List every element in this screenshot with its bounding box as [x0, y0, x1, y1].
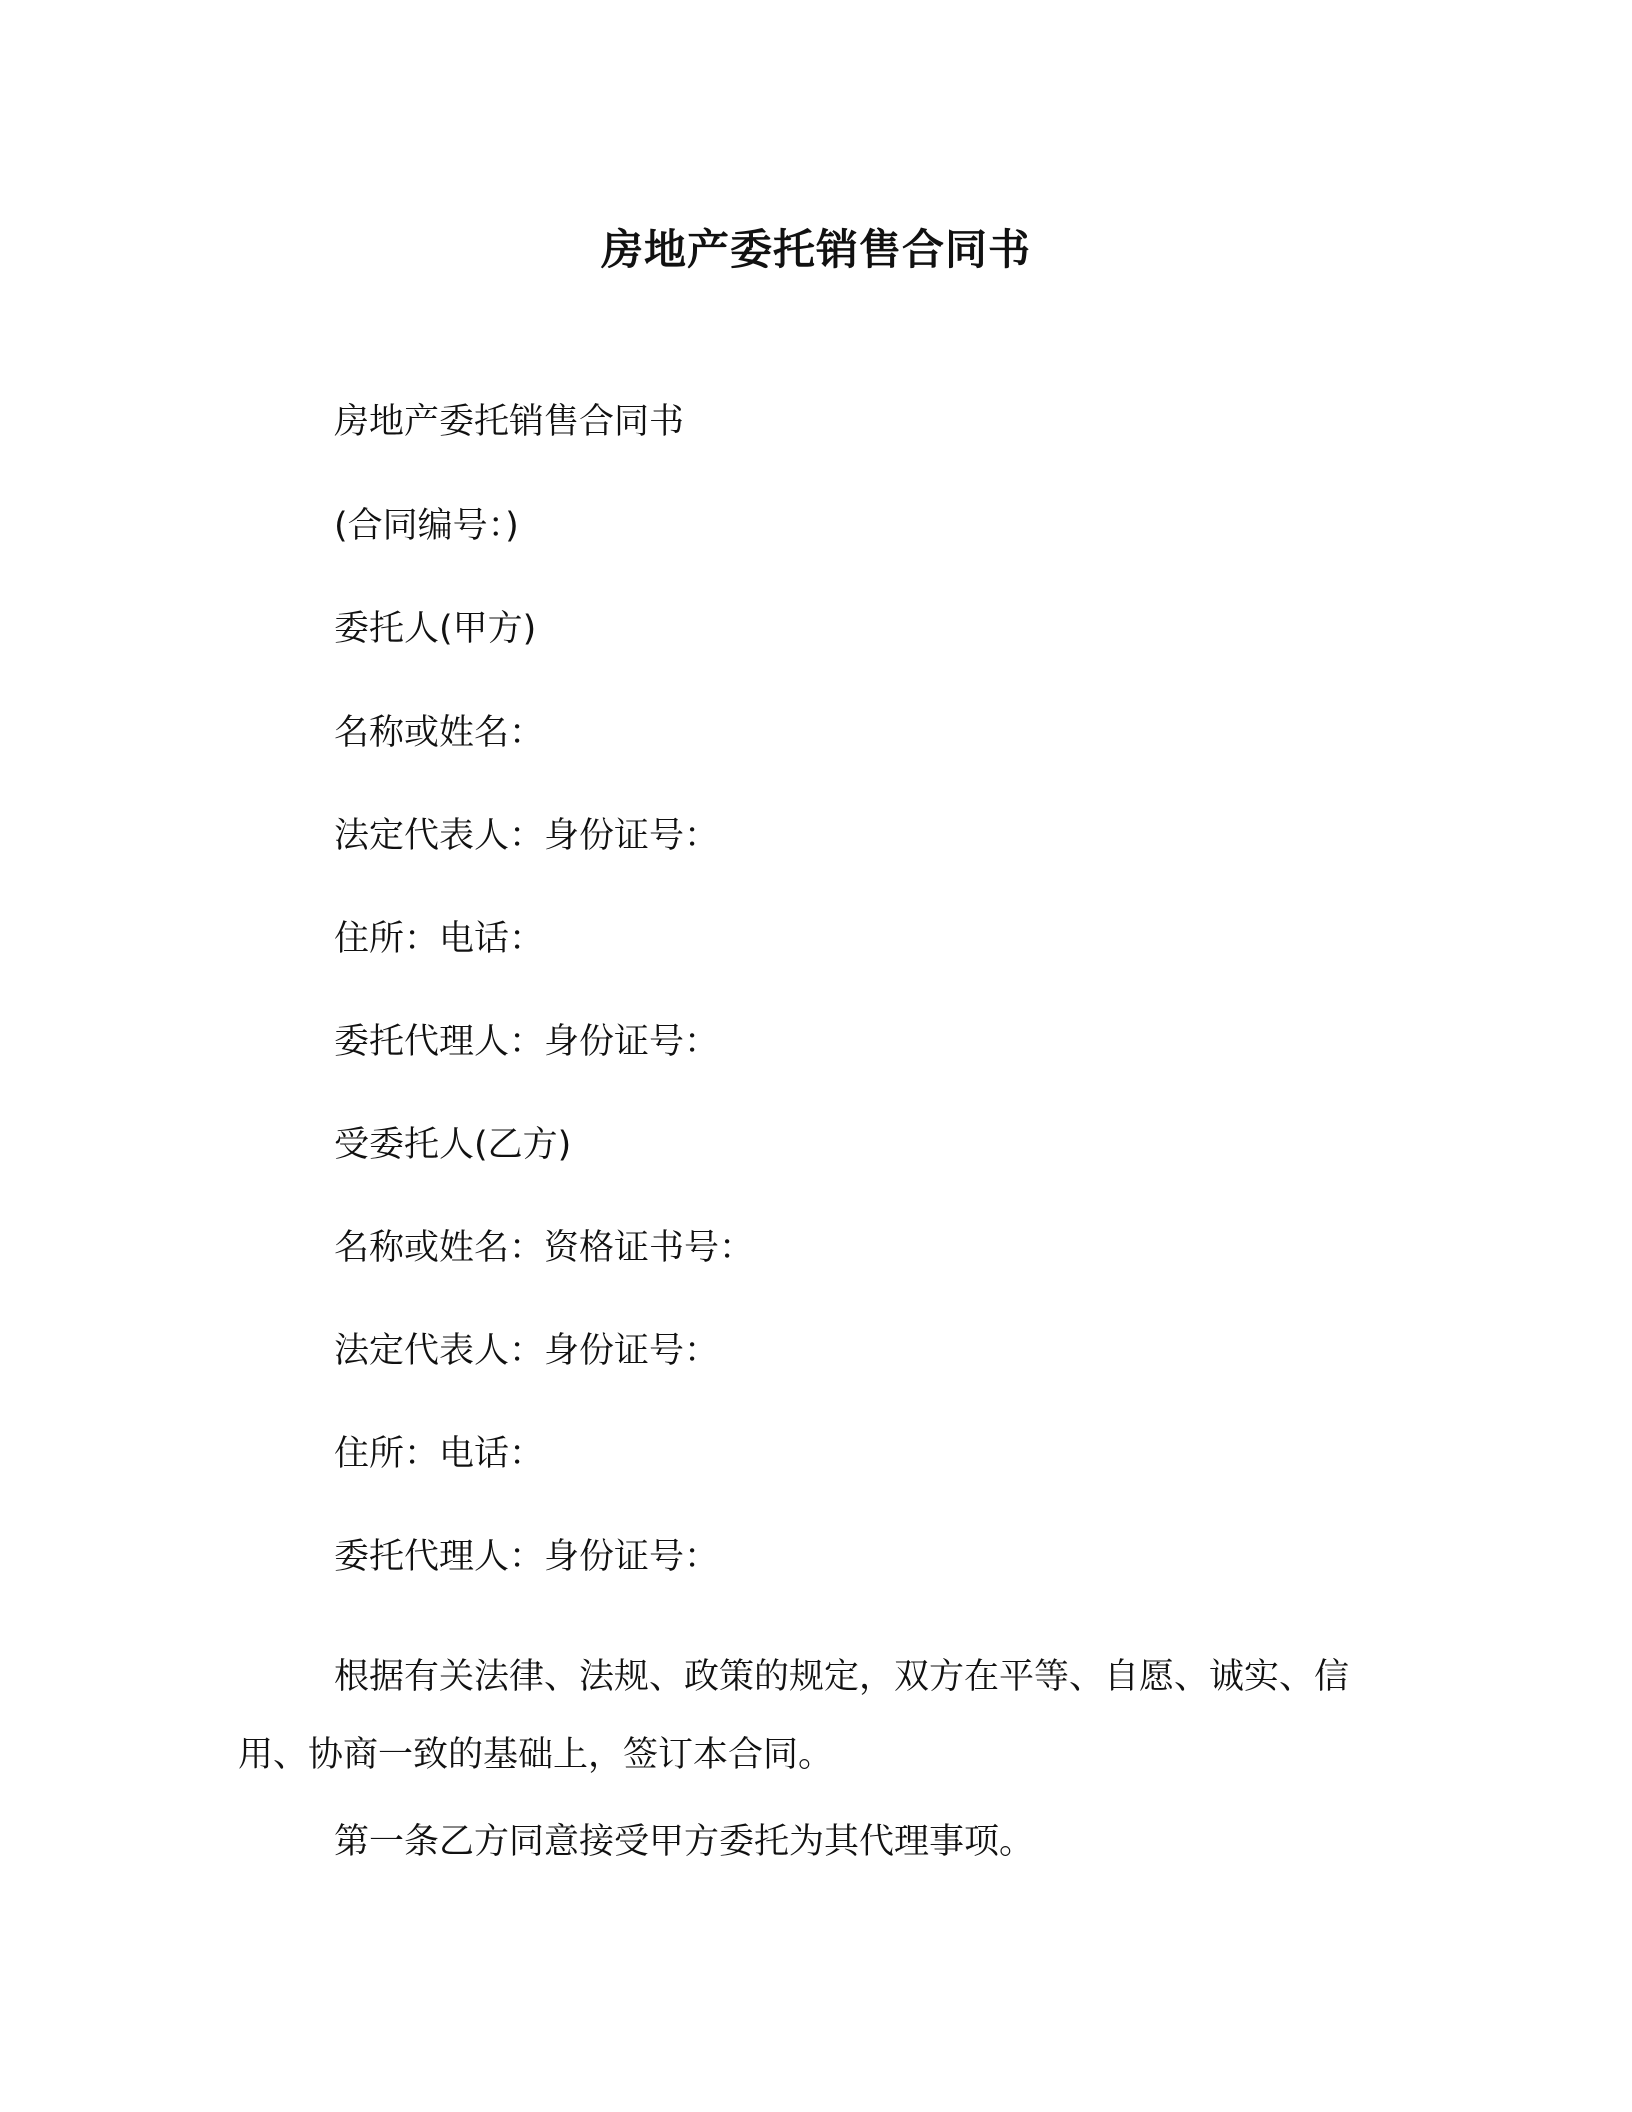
- party-b-name-line: 名称或姓名：资格证书号：: [334, 1228, 755, 1268]
- article-1-line: 第一条乙方同意接受甲方委托为其代理事项。: [334, 1822, 1035, 1862]
- party-a-agent-line: 委托代理人：身份证号：: [334, 1022, 720, 1062]
- party-b-address-line: 住所：电话：: [334, 1434, 545, 1474]
- party-a-heading: 委托人(甲方): [334, 609, 537, 649]
- preamble-paragraph: 根据有关法律、法规、政策的规定，双方在平等、自愿、诚实、信用、协商一致的基础上，签订本合同。: [238, 1657, 1350, 1775]
- contract-number-line: (合同编号：): [334, 506, 519, 546]
- party-a-address-line: 住所：电话：: [334, 919, 545, 959]
- party-a-representative-line: 法定代表人：身份证号：: [334, 816, 720, 856]
- party-b-heading: 受委托人(乙方): [334, 1125, 572, 1165]
- party-b-agent-line: 委托代理人：身份证号：: [334, 1537, 720, 1577]
- party-a-name-line: 名称或姓名：: [334, 713, 545, 753]
- document-title: 房地产委托销售合同书: [600, 225, 1031, 274]
- party-b-representative-line: 法定代表人：身份证号：: [334, 1331, 720, 1371]
- subtitle-line: 房地产委托销售合同书: [334, 402, 685, 442]
